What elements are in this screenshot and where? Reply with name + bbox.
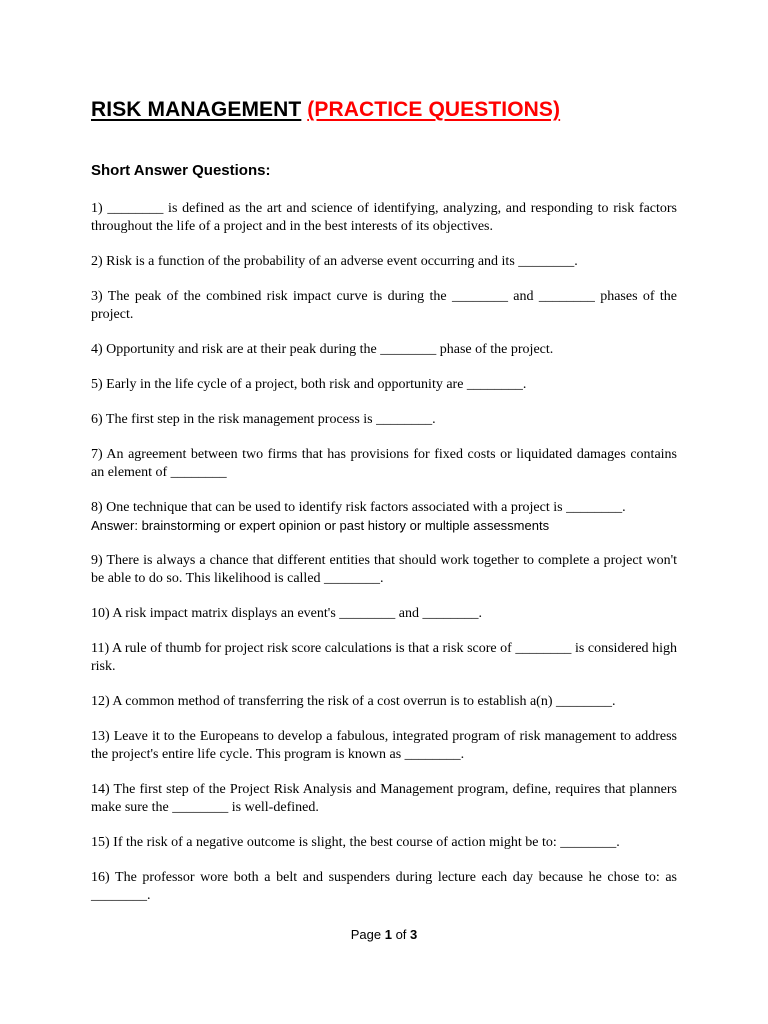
page-current: 1 (384, 927, 392, 942)
question-text: 4) Opportunity and risk are at their peak during the ________ phase of the project. (91, 342, 554, 357)
question-9 (91, 552, 677, 588)
section-heading: Short Answer Questions: (91, 162, 271, 179)
title-main: RISK MANAGEMENT (91, 98, 302, 121)
question-text: 15) If the risk of a negative outcome is slight, the best course of action might be to: ________. (91, 835, 620, 850)
question-7 (91, 446, 677, 482)
question-text: 13) Leave it to the Europeans to develop a fabulous, integrated program of risk management to address the project's entire life cycle. This program is known as ________. (91, 729, 677, 762)
question-3 (91, 288, 677, 324)
question-text: 7) An agreement between two firms that has provisions for fixed costs or liquidated damages contains an element of ________ (91, 447, 677, 480)
question-11 (91, 640, 677, 676)
question-answer: Answer: brainstorming or expert opinion or past history or multiple assessments (91, 518, 550, 533)
question-15 (91, 834, 677, 852)
question-text: 11) A rule of thumb for project risk score calculations is that a risk score of ________ is considered high risk. (91, 641, 677, 674)
question-text: 3) The peak of the combined risk impact curve is during the ________ and ________ phases of the project. (91, 289, 677, 322)
question-text: 1) ________ is defined as the art and science of identifying, analyzing, and responding to risk factors throughout the life of a project and in the best interests of its objectives. (91, 201, 677, 234)
page-total: 3 (410, 927, 418, 942)
question-text: 12) A common method of transferring the risk of a cost overrun is to establish a(n) ________. (91, 694, 616, 709)
question-4 (91, 341, 677, 359)
page-footer (0, 926, 768, 944)
question-10 (91, 605, 677, 623)
question-text: 2) Risk is a function of the probability of an adverse event occurring and its ________. (91, 254, 578, 269)
question-1 (91, 200, 677, 236)
question-5 (91, 376, 677, 394)
question-2 (91, 253, 677, 271)
document-title (91, 96, 560, 124)
page-of: of (395, 927, 407, 942)
question-13 (91, 728, 677, 764)
title-accent: (PRACTICE QUESTIONS) (307, 98, 561, 121)
question-6 (91, 411, 677, 429)
question-8 (91, 499, 677, 535)
question-text: 8) One technique that can be used to identify risk factors associated with a project is ________. (91, 500, 626, 515)
question-12 (91, 693, 677, 711)
question-text: 9) There is always a chance that different entities that should work together to complete a project won't be able to do so. This likelihood is called ________. (91, 553, 677, 586)
question-text: 5) Early in the life cycle of a project, both risk and opportunity are ________. (91, 377, 527, 392)
question-text: 10) A risk impact matrix displays an event's ________ and ________. (91, 606, 482, 621)
question-16 (91, 869, 677, 905)
page-word: Page (350, 927, 382, 942)
question-text: 14) The first step of the Project Risk Analysis and Management program, define, requires that planners make sure the ________ is well-defined. (91, 782, 677, 815)
question-text: 16) The professor wore both a belt and suspenders during lecture each day because he chose to: as ________. (91, 870, 677, 903)
question-14 (91, 781, 677, 817)
question-list (91, 200, 677, 922)
question-text: 6) The first step in the risk management process is ________. (91, 412, 436, 427)
